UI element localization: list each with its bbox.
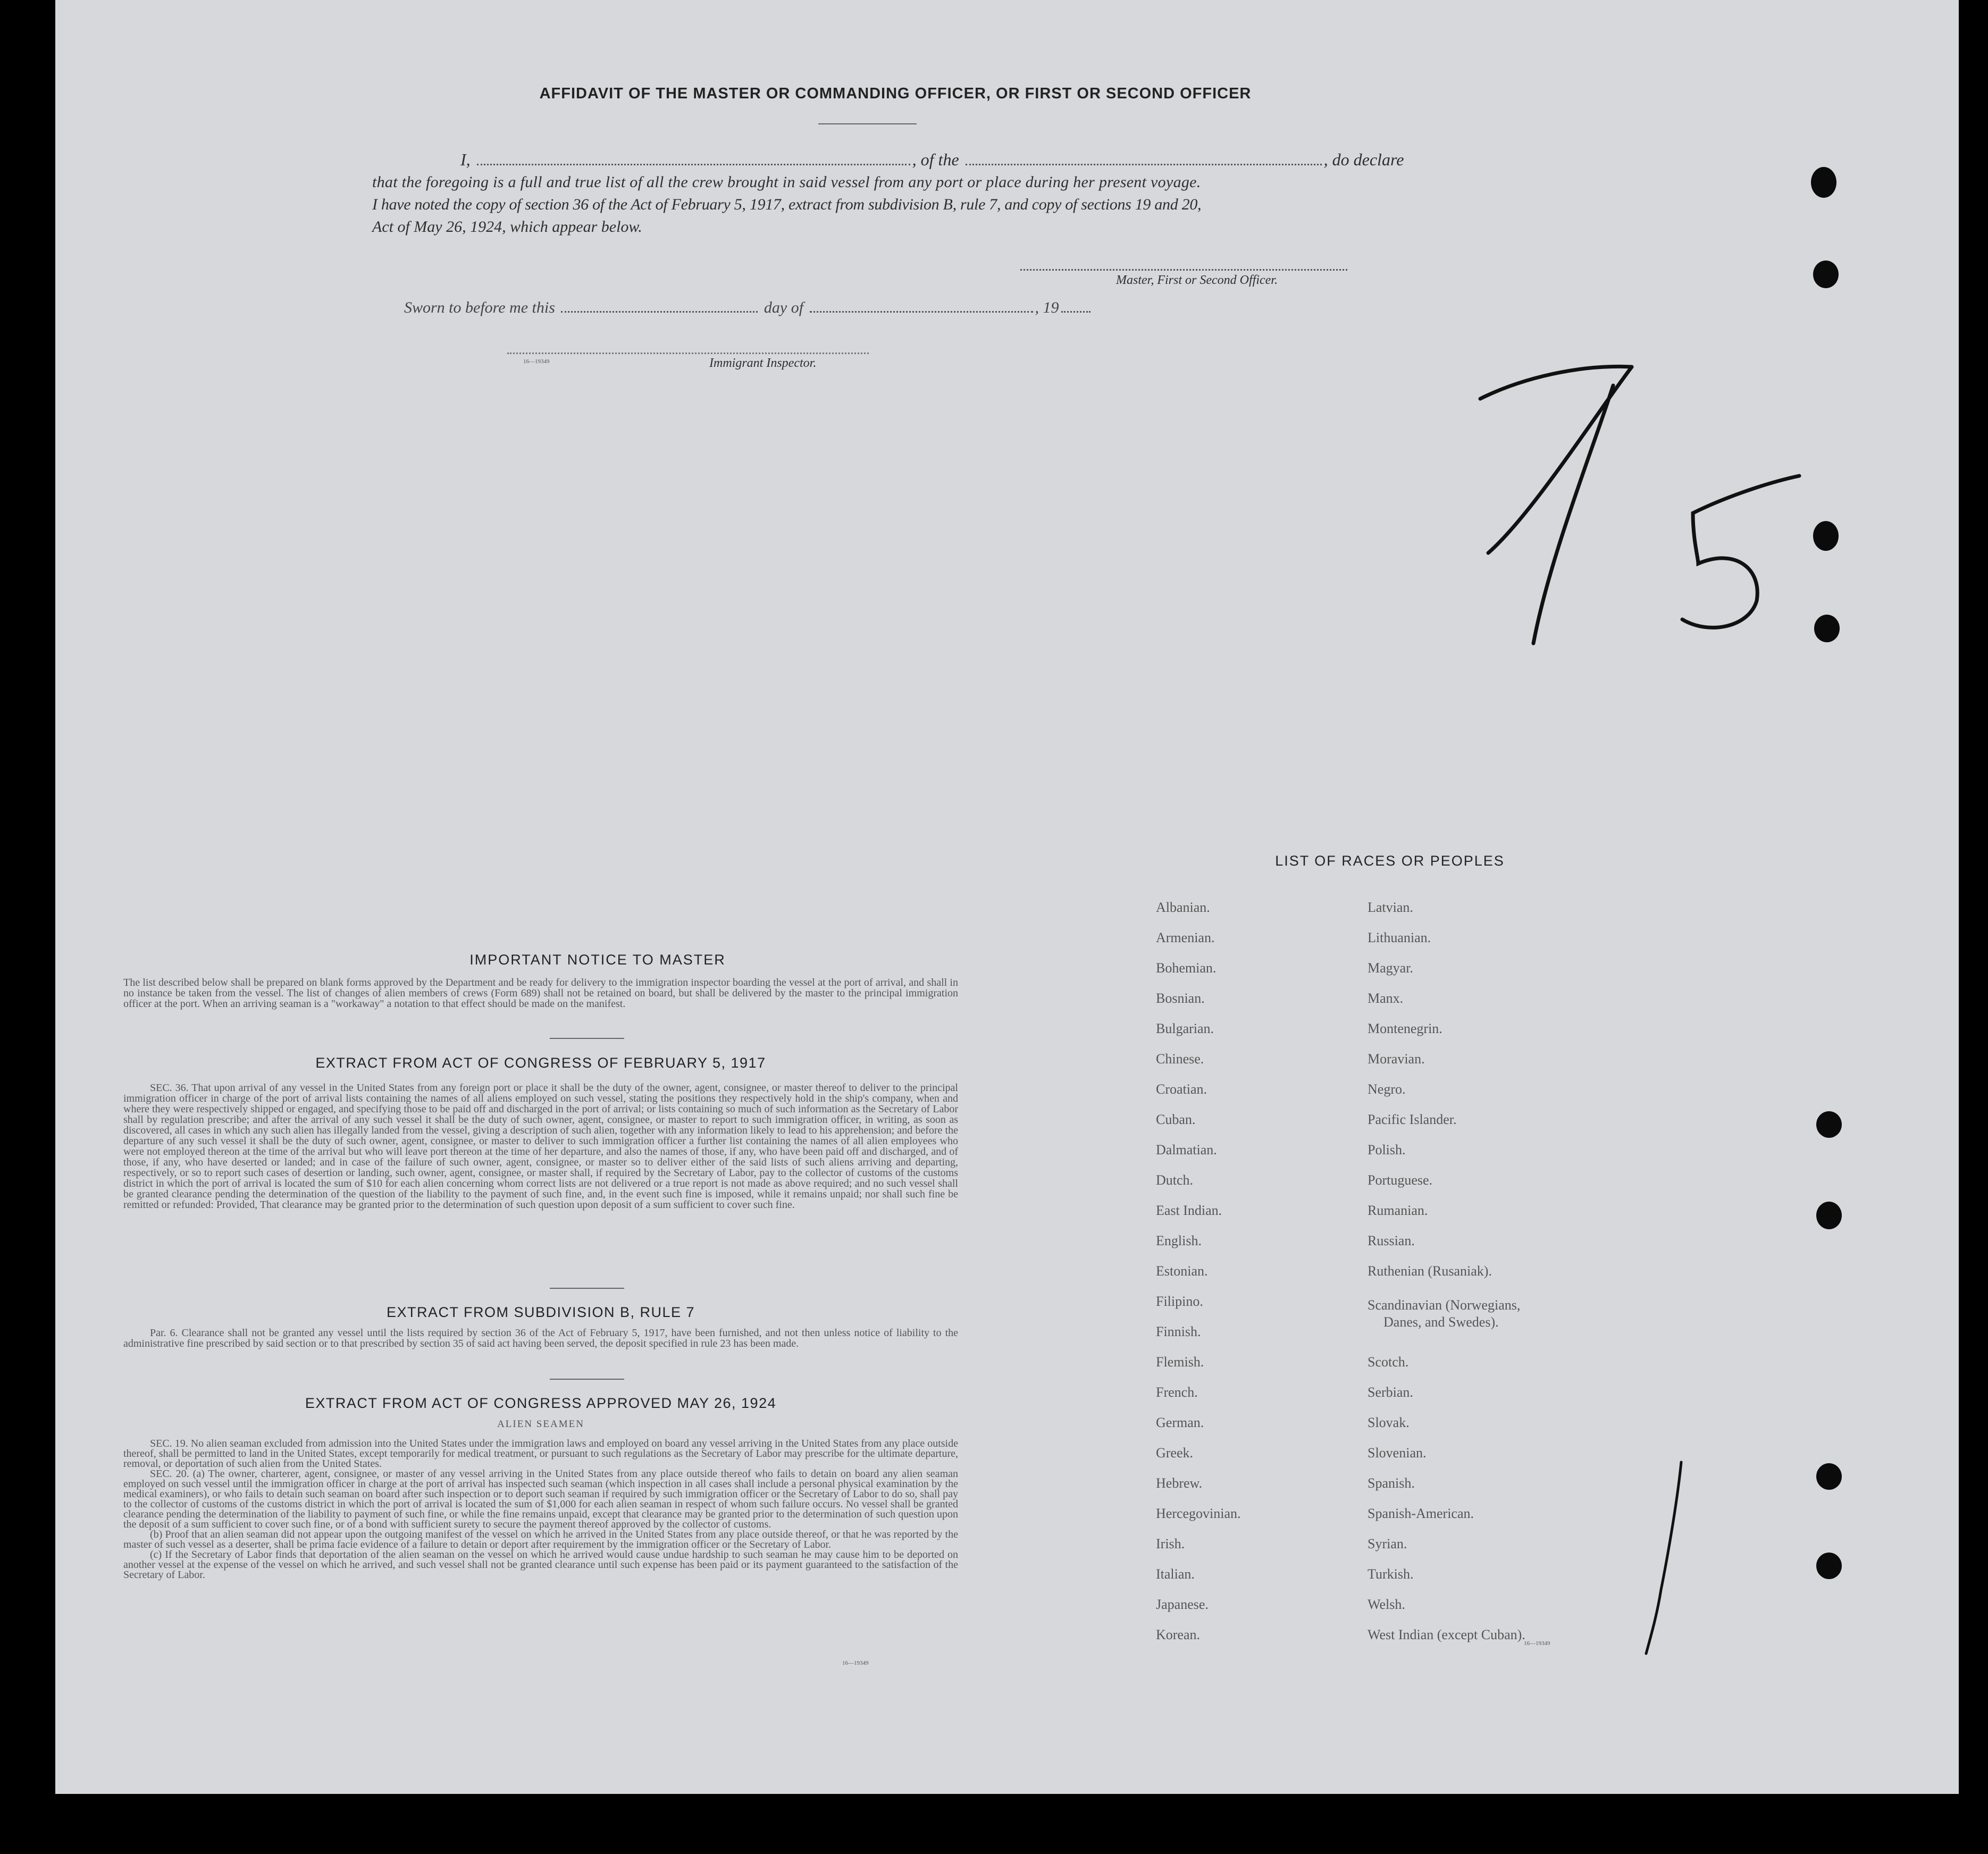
races-title: LIST OF RACES OR PEOPLES [1275,853,1505,869]
race-item: Bosnian. [1156,991,1205,1006]
race-item: Danes, and Swedes). [1383,1314,1499,1330]
affidavit-line-3: I have noted the copy of section 36 of the Act of February 5, 1917, extract from subdivision B, rule 7, and copy of sections 19 and 20, [372,196,1202,213]
race-item: Polish. [1368,1142,1406,1157]
race-item: Scotch. [1368,1354,1409,1370]
handwritten-mark [1640,1457,1693,1659]
extract-form-number: 16—19349 [842,1660,869,1666]
affidavit-i: I, [460,150,471,169]
inspector-signature-line [507,353,869,354]
section-20a: SEC. 20. (a) The owner, charterer, agent, consignee, or master of any vessel arriving in the United States from any place outside thereof who fails to detain on board any alien seaman employed on such vessel until the immigration officer in charge at the port of arrival has inspected such seaman (which inspection in all cases shall include a personal physical examination by the medical examiners), or who fails to detain such seaman on board after such inspection or to deport such seaman if required by such immigration officer or the Secretary of Labor to do so, shall pay to the collector of customs of the customs district in which the port of arrival is located the sum of $1,000 for each alien seaman in respect of whom such failure occurs. No vessel shall be granted clearance pending the determination of the liability to payment of such fine, or while the fine remains unpaid, except that clearance may be granted prior to the determination of such question upon the deposit of a sum sufficient to cover such fine, or of a bond with sufficient surety to secure the payment thereof approved by the collector of customs. [123,1468,958,1530]
affidavit-form-number: 16—19349 [523,358,550,365]
notice-body: The list described below shall be prepared on blank forms approved by the Department and be ready for delivery to the immigration inspector boarding the vessel at the port of arrival, and shall in no instance be taken from the vessel. The list of changes of alien members of crews (Form 689) shall not be retained on board, but shall be delivered by the master to the principal immigration officer at the port. When an arriving seaman is a "workaway" a notation to that effect should be made on the manifest. [123,977,958,1010]
race-item: Rumanian. [1368,1203,1428,1218]
race-item: Moravian. [1368,1051,1425,1067]
race-item: Chinese. [1156,1051,1204,1067]
punch-hole [1816,1553,1842,1579]
race-item: Turkish. [1368,1566,1414,1582]
sworn-month-blank [810,311,1033,313]
vessel-blank [966,164,1322,165]
sworn-label: Sworn to before me this [404,299,555,316]
punch-hole [1816,1202,1842,1229]
race-item: Finnish. [1156,1324,1201,1339]
rule7-title: EXTRACT FROM SUBDIVISION B, RULE 7 [386,1304,695,1320]
race-item: Albanian. [1156,900,1210,915]
race-item: Ruthenian (Rusaniak). [1368,1263,1492,1279]
rule7-rule [550,1379,624,1380]
race-item: Pacific Islander. [1368,1112,1457,1127]
race-item: Lithuanian. [1368,930,1431,945]
race-item: Slovenian. [1368,1445,1427,1461]
race-item: Negro. [1368,1081,1406,1097]
race-item: Flemish. [1156,1354,1204,1370]
extract-1924-body [123,1439,958,1580]
day-of-label: day of [764,299,804,316]
race-item: Filipino. [1156,1294,1203,1309]
race-item: Greek. [1156,1445,1194,1461]
section-19: SEC. 19. No alien seaman excluded from admission into the United States under the immigration laws and employed on board any vessel arriving in the United States from any place outside thereof, shall be permitted to land in the United States, except temporarily for medical treatment, or pursuant to such regulations as the Secretary of Labor may prescribe for the ultimate departure, removal, or deportation of such alien from the United States. [123,1438,958,1470]
race-item: Bohemian. [1156,960,1217,976]
alien-seamen-subtitle: ALIEN SEAMEN [497,1419,584,1430]
race-item: Spanish. [1368,1475,1415,1491]
punch-hole [1813,261,1839,288]
race-item: Latvian. [1368,900,1413,915]
year-label: , 19 [1035,299,1059,316]
name-blank [477,164,910,165]
extract-1917-rule [550,1288,624,1289]
race-item: Armenian. [1156,930,1215,945]
affidavit-do-declare: , do declare [1323,150,1404,169]
race-item: Portuguese. [1368,1172,1433,1188]
extract-1917-title: EXTRACT FROM ACT OF CONGRESS OF FEBRUARY 5, 1917 [315,1055,766,1071]
race-item: East Indian. [1156,1203,1222,1218]
race-item: Estonian. [1156,1263,1208,1279]
section-20b: (b) Proof that an alien seaman did not appear upon the outgoing manifest of the vessel on which he arrived in the United States from any place outside thereof, or that he was reported by the master of such vessel as a deserter, shall be prima facie evidence of a failure to detain or deport after requirement by the immigration officer or the Secretary of Labor. [123,1529,958,1550]
race-item: Syrian. [1368,1536,1407,1551]
sworn-year-blank [1061,311,1091,313]
race-item: Spanish-American. [1368,1506,1474,1521]
extract-1924-title: EXTRACT FROM ACT OF CONGRESS APPROVED MAY 26, 1924 [305,1395,777,1411]
punch-hole [1811,167,1836,198]
race-item: German. [1156,1415,1204,1430]
section-20c: (c) If the Secretary of Labor finds that deportation of the alien seaman on the vessel on which he arrived would cause undue hardship to such seaman he may cause him to be deported on another vessel at the expense of the vessel on which he arrived, and such vessel shall not be granted clearance until such expense has been paid or its payment guaranteed to the satisfaction of the Secretary of Labor. [123,1549,958,1581]
punch-hole [1813,521,1839,551]
races-form-number: 16—19349 [1524,1640,1550,1647]
master-signature-label: Master, First or Second Officer. [1116,273,1278,287]
race-item: Slovak. [1368,1415,1410,1430]
extract-1917-body: SEC. 36. That upon arrival of any vessel in the United States from any foreign port or place it shall be the duty of the owner, agent, consignee, or master thereof to deliver to the principal immigration officer in charge of the port of arrival lists containing the names of all aliens employed on such vessel, stating the positions they respectively hold in the ship's company, when and where they were respectively shipped or engaged, and specifying those to be paid off and discharged in the port of arrival; or lists containing so much of such information as the Secretary of Labor shall by regulation prescribe; and after the arrival of any such vessel it shall be the duty of such owner, agent, consignee, or master to report to such immigration officer, in writing, as soon as discovered, all cases in which any such alien has illegally landed from the vessel, giving a description of such alien, together with any information likely to lead to his apprehension; and before the departure of any such vessel it shall be the duty of such owner, agent, consignee, or master to deliver to such immigration officer a further list containing the names of all alien employees who were not employed thereon at the time of the arrival but who will leave port thereon at the time of her departure, and also the names of those, if any, who have been paid off and discharged, and of those, if any, who have deserted or landed; and in case of the failure of such owner, agent, consignee, or master so to deliver either of the said lists of such aliens arriving and departing, respectively, or so to report such cases of desertion or landing, such owner, agent, consignee, or master shall, if required by the Secretary of Labor, pay to the collector of customs of the customs district in which the port of arrival is located the sum of $10 for each alien concerning whom correct lists are not delivered or a true report is not made as above required; and no such vessel shall be granted clearance pending the determination of the question of the liability to the payment of such fine, and, in the event such fine is imposed, while it remains unpaid; nor shall such fine be remitted or refunded: Provided, That clearance may be granted prior to the determination of such question upon deposit of a sum sufficient to cover such fine. [123,1082,958,1211]
rule7-body: Par. 6. Clearance shall not be granted any vessel until the lists required by section 36 of the Act of February 5, 1917, have been furnished, and not then unless notice of liability to the administrative fine prescribed by said section or to that prescribed by section 35 of said act having been served, the deposit specified in rule 23 has been made. [123,1327,958,1349]
punch-hole [1816,1111,1842,1138]
race-item: Cuban. [1156,1112,1196,1127]
race-item: West Indian (except Cuban). [1368,1627,1525,1642]
affidavit-title: AFFIDAVIT OF THE MASTER OR COMMANDING OFFICER, OR FIRST OR SECOND OFFICER [539,85,1252,102]
manifest-sheet [55,0,1959,1794]
race-item: Hercegovinian. [1156,1506,1241,1521]
race-item: Dalmatian. [1156,1142,1217,1157]
race-item: Magyar. [1368,960,1413,976]
race-item: Dutch. [1156,1172,1194,1188]
race-item: Russian. [1368,1233,1415,1248]
race-item: French. [1156,1385,1198,1400]
race-item: Montenegrin. [1368,1021,1442,1036]
affidavit-of-the: , of the [912,150,959,169]
race-item: Manx. [1368,991,1404,1006]
race-item: Korean. [1156,1627,1201,1642]
race-item: Croatian. [1156,1081,1207,1097]
sworn-day-blank [561,311,758,313]
race-item: Hebrew. [1156,1475,1203,1491]
affidavit-title-rule [818,123,917,124]
punch-hole [1816,1463,1842,1490]
race-item: Scandinavian (Norwegians, [1368,1297,1521,1313]
notice-title: IMPORTANT NOTICE TO MASTER [469,952,726,968]
punch-hole [1814,615,1840,642]
race-item: Welsh. [1368,1597,1405,1612]
inspector-label: Immigrant Inspector. [709,356,817,370]
notice-rule [550,1038,624,1039]
affidavit-line-4: Act of May 26, 1924, which appear below. [372,218,642,236]
race-item: Irish. [1156,1536,1185,1551]
master-signature-line [1020,269,1347,271]
sworn-line [404,299,1093,317]
affidavit-line-2: that the foregoing is a full and true list of all the crew brought in said vessel from any port or place during her present voyage. [372,173,1201,191]
race-item: Japanese. [1156,1597,1209,1612]
race-item: English. [1156,1233,1202,1248]
race-item: Serbian. [1368,1385,1413,1400]
race-item: Bulgarian. [1156,1021,1214,1036]
affidavit-line-1 [406,150,1427,170]
handwritten-number [1459,356,1810,659]
race-item: Italian. [1156,1566,1195,1582]
